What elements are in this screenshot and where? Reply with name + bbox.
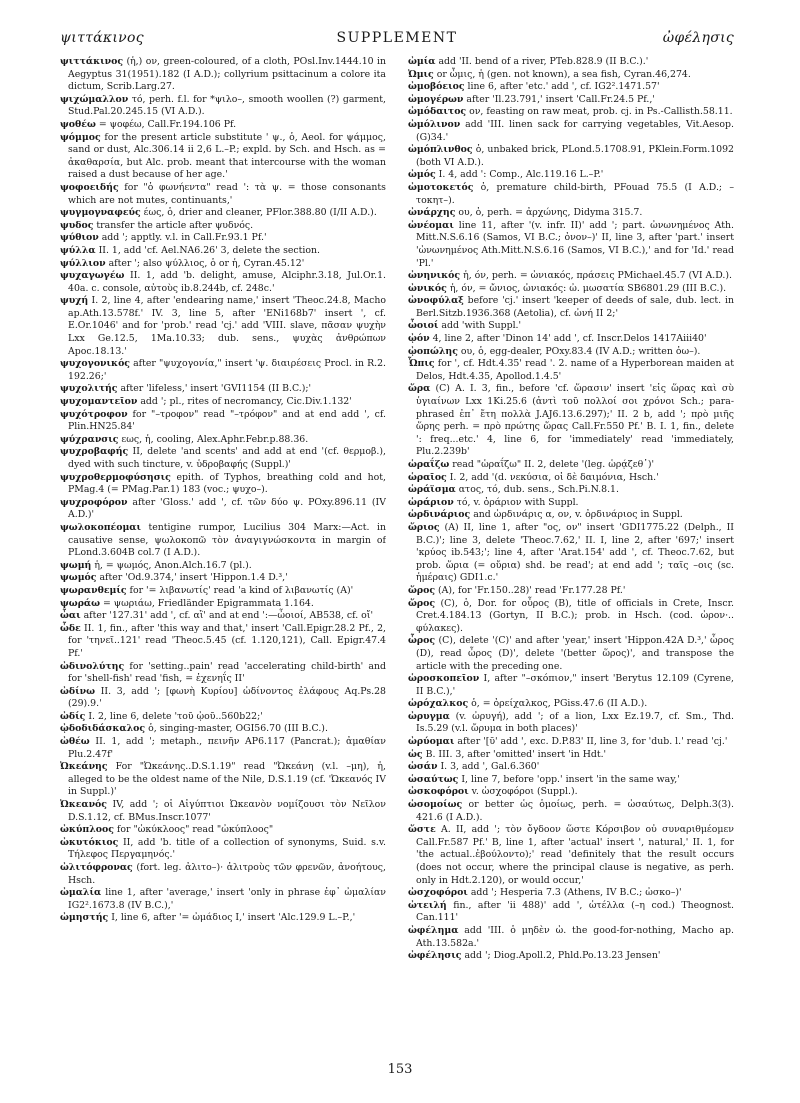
dictionary-entry — [60, 686, 386, 711]
dictionary-entry — [60, 232, 386, 245]
entry-text: A. II, add '; τὸν ὄγδοον ὥστε Κόρσιβον οὐ συναριθμέομεν Call.Fr.587 Pf.' B, line 1, after 'actual' insert ', natural,' II. 1, for 'the actual..ἐβούλοντο);' read 'definitely that the result occurs (does not occur, where the principal clause is negative, as perh. only in Hdt.2.120), or would occur,' — [416, 824, 734, 886]
entry-headword: Ὠμις — [408, 68, 434, 80]
entry-headword: ὠμογέρων — [408, 93, 464, 105]
entry-text: ὁ, = ὀρείχαλκος, PGiss.47.6 (II A.D.). — [471, 698, 648, 710]
dictionary-entry — [408, 69, 734, 82]
entry-headword: ψυχογονικός — [60, 358, 130, 370]
entry-text: for "ὠκύκλοος" read "ὠκύπλοος" — [116, 824, 274, 836]
entry-headword: ψοθέω — [60, 118, 96, 130]
entry-headword: ψυχολιτής — [60, 383, 118, 395]
entry-text: = ψοφέω, Call.Fr.194.106 Pf. — [98, 118, 237, 130]
dictionary-entry — [60, 119, 386, 132]
entry-text: add '; pl., rites of necromancy, Cic.Div.1.132' — [140, 396, 352, 408]
entry-text: ὁ, singing-master, OGI56.70 (III B.C.). — [148, 723, 328, 735]
dictionary-entry — [408, 635, 734, 673]
entry-text: I. 2, add '(d. νεκύσια, οἱ δὲ δαιμόνια, Hsch.' — [449, 471, 659, 483]
dictionary-entry — [60, 383, 386, 396]
dictionary-entry — [60, 711, 386, 724]
entry-headword: ὡς — [408, 748, 423, 760]
entry-text: IV, add '; οἱ Αἰγύπτιοι Ὠκεανὸν νομίζουσι τὸν Νεῖλον D.S.1.12, cf. BMus.Inscr.1077' — [68, 799, 386, 823]
entry-headword: ψυδος — [60, 219, 94, 231]
dictionary-entry — [408, 824, 734, 887]
entry-headword: ὠφέλημα — [408, 924, 459, 936]
header-last-word: ὠφέλησις — [662, 30, 734, 46]
entry-text: tentigine rumpor, Lucilius 304 Marx:—Act. in causative sense, ψωλοκοπῶ τὸν ἀναγιγνώσκοντα in margin of PLond.3.604B col.7 (I A.D.). — [68, 521, 386, 559]
dictionary-entry — [60, 912, 386, 925]
entry-headword: ὠνηνικός — [408, 270, 461, 282]
entry-headword: ᾠδοδιδάσκαλος — [60, 723, 146, 735]
entry-text: after 'lifeless,' insert 'GVI1154 (II B.C.);' — [120, 383, 312, 395]
entry-headword: ψωμός — [60, 572, 97, 584]
dictionary-entry — [60, 723, 386, 736]
entry-headword: ὠμός — [408, 169, 436, 181]
entry-headword: ψύλλα — [60, 244, 96, 256]
dictionary-entry — [60, 396, 386, 409]
entry-headword: ὡσαύτως — [408, 773, 459, 785]
entry-headword: ὦαι — [60, 610, 81, 622]
entry-text: fin., after 'ii 488)' add ', ὠτέλλα (–η cod.) Theognost. Can.111' — [416, 899, 734, 924]
entry-text: I, line 6, after '= ὠμάδιος I,' insert 'Alc.129.9 L.–P.,' — [111, 912, 356, 924]
dictionary-entry — [60, 572, 386, 585]
dictionary-entry — [408, 774, 734, 787]
entry-headword: ὠνικός — [408, 282, 447, 294]
dictionary-entry — [408, 182, 734, 207]
dictionary-entry — [408, 472, 734, 485]
entry-headword: ψοφοειδής — [60, 181, 119, 193]
entry-text: τό, perh. f.l. for *ψιλο–, smooth woollen (?) garment, Stud.Pal.20.245.15 (VI A.D.). — [68, 93, 386, 118]
entry-text: έως, ὁ, drier and cleaner, PFlor.388.80 (I/II A.D.). — [143, 207, 377, 219]
dictionary-entry — [60, 497, 386, 522]
dictionary-entry — [60, 220, 386, 233]
entry-text: (ἡ,) ον, green-coloured, of a cloth, POsl.Inv.1444.10 in Aegyptus 31(1951).182 (I A.D.); collyrium psittacinum a colore ita dictum, Scrib.Larg.27. — [68, 56, 386, 93]
entry-text: v. ὠσχοφόροι (Suppl.). — [471, 786, 578, 798]
entry-headword: ᾠοπώλης — [408, 345, 458, 357]
dictionary-entry — [408, 509, 734, 522]
page-number: 153 — [387, 1062, 413, 1077]
entry-text: before 'cj.' insert 'keeper of deeds of sale, dub. lect. in Berl.Sitzb.1936.368 (Aetolia), cf. ὠνή II 2;' — [416, 295, 734, 319]
entry-headword: ᾠόν — [408, 333, 430, 345]
entry-text: and ὡρδινάρις α, ον, v. ὀρδινάριος in Suppl. — [473, 509, 683, 521]
entry-headword: Ὦπις — [408, 358, 435, 370]
entry-headword: ψωμή — [60, 559, 92, 571]
entry-text: ὁ, unbaked brick, PLond.5.1708.91, PKlein.Form.1092 (both VI A.D.). — [416, 144, 734, 168]
entry-headword: ὥρος — [408, 584, 436, 596]
entry-headword: ὡροσκοπεῖον — [408, 673, 480, 685]
entry-headword: ὧρος — [408, 635, 436, 647]
entry-headword: ψυχή — [60, 295, 89, 307]
dictionary-entry — [60, 409, 386, 434]
dictionary-entry — [408, 220, 734, 270]
entry-text: add 'II. bend of a river, PTeb.828.9 (II B.C.).' — [438, 56, 649, 67]
dictionary-entry — [408, 522, 734, 585]
dictionary-entry — [408, 119, 734, 144]
entry-headword: ὠκύπλοος — [60, 824, 114, 836]
entry-text: I. 3, add ', Gal.6.360' — [440, 761, 540, 773]
entry-headword: ὠδινολύτης — [60, 660, 125, 672]
entry-text: II. 1, fin., after 'this way and that,' insert 'Call.Epigr.28.2 Pf., 2, for 'τηνεῖ..121' read 'Theoc.5.45 (cf. 1.120,121), Call. Epigr.47.4 Pf.' — [68, 622, 386, 659]
entry-text: εως, ἡ, cooling, Alex.Aphr.Febr.p.88.36. — [121, 433, 309, 445]
entry-headword: ὠμοβόειος — [408, 81, 465, 93]
entry-headword: ὠσκοφόροι — [408, 786, 469, 798]
dictionary-entry — [60, 472, 386, 497]
entry-text: II. 1, add 'b. delight, amuse, Alciphr.3.18, Jul.Or.1. 40a. c. console, αὐτοὺς ib.8.244b, cf. 248c.' — [68, 270, 386, 294]
entry-text: (A), for 'Fr.150..28)' read 'Fr.177.28 Pf.' — [438, 584, 626, 596]
entry-text: ου, ὁ, egg-dealer, POxy.83.4 (IV A.D.; written ὀω–). — [460, 345, 701, 357]
entry-headword: ὠμαλία — [60, 887, 102, 899]
dictionary-entry — [408, 383, 734, 459]
entry-text: for ', cf. Hdt.4.35' read '. 2. name of a Hyperborean maiden at Delos, Hdt.4.35, Apollod.1.4.5' — [416, 358, 734, 382]
dictionary-entry — [408, 900, 734, 925]
dictionary-entry — [60, 761, 386, 799]
entry-text: B. III. 3, after 'omitted' insert 'in Hdt.' — [425, 748, 607, 760]
entry-text: for '= λιβανωτίς' read 'a kind of λιβανωτίς (A)' — [129, 584, 354, 596]
entry-text: after '[ῡ' add ', exc. D.P.83' II, line 3, for 'dub. l.' read 'cj.' — [457, 736, 728, 748]
entry-headword: ὡσάν — [408, 761, 438, 773]
entry-headword: ὠλιτόφρονας — [60, 862, 133, 873]
dictionary-entry — [408, 585, 734, 598]
left-column — [60, 56, 386, 1066]
header-title: SUPPLEMENT — [336, 30, 458, 46]
dictionary-entry — [60, 245, 386, 258]
entry-headword: ὠθέω — [60, 736, 90, 748]
entry-text: read "ὡραΐζω" II. 2, delete '(leg. ὡρᾴζεθ᾽)' — [452, 459, 655, 470]
entry-text: For "Ὠκεάνης..D.S.1.19" read "Ὠκεάνη (v.l. –μη), ἡ, alleged to be the oldest name of the Nile, D.S.1.19 (cf. 'Ὠκεανός IV in Suppl.)' — [68, 761, 386, 798]
entry-headword: ψυχροθερμοφύσησις — [60, 471, 171, 483]
dictionary-entry — [408, 207, 734, 220]
dictionary-entry — [60, 270, 386, 295]
dictionary-entry — [408, 925, 734, 950]
entry-text: for 'setting..pain' read 'accelerating child-birth' and for 'shell-fish' read 'fish, = ἐχενηΐς II' — [68, 660, 386, 685]
entry-headword: ψυχαγωγέω — [60, 270, 125, 282]
dictionary-entry — [60, 736, 386, 761]
entry-text: add '; Hesperia 7.3 (Athens, IV B.C.; ὠσκο–)' — [470, 887, 682, 899]
dictionary-entry — [60, 887, 386, 912]
entry-headword: ὠκυτόκιος — [60, 836, 119, 848]
entry-text: for "–τροφον" read "–τρόφον" and at end add ', cf. Plin.HN25.84' — [68, 408, 386, 433]
entry-text: transfer the article after ψυδνός. — [96, 219, 254, 231]
dictionary-entry — [408, 749, 734, 762]
entry-text: for the present article substitute ' ψ., ὁ, Aeol. for ψάμμος, sand or dust, Alc.306.14 ii 2,6 L.–P.; expld. by Sch. and Hsch. as = ἀκαθαρσία, but Alc. prob. meant that intercourse with the woman raised a dust because of her age.' — [68, 131, 386, 181]
dictionary-entry — [408, 950, 734, 963]
entry-text: add '; apptly. v.l. in Call.Fr.93.1 Pf.' — [101, 232, 267, 244]
dictionary-entry — [60, 132, 386, 182]
entry-headword: ὡρδινάριος — [408, 509, 471, 521]
entry-headword: Ὠκεανός — [60, 799, 107, 811]
dictionary-entry — [408, 761, 734, 774]
dictionary-entry — [60, 358, 386, 383]
dictionary-entry — [60, 799, 386, 824]
entry-text: I. 2, line 4, after 'endearing name,' insert 'Theoc.24.8, Macho ap.Ath.13.578f.' IV. 3, line 5, after 'ENi168b7' insert ', cf. E.Or.1046' and for 'prob.' read 'cj.' add 'VIII. slave, πᾶσαν ψυχὴν Lxx Ge.12.5, 1Ma.10.33; dub. sens., ψυχὰς ἀνθρώπων Apoc.18.13.' — [68, 295, 386, 357]
entry-text: add '; Diog.Apoll.2, Phld.Po.13.23 Jensen' — [464, 950, 661, 962]
entry-text: (fort. leg. ἀλιτο–)· ἀλιτροὺς τῶν φρενῶν, ἀνοήτους, Hsch. — [68, 862, 386, 886]
entry-text: ου, ὁ, perh. = ἀρχώνης, Didyma 315.7. — [458, 207, 643, 219]
dictionary-entry — [60, 56, 386, 94]
entry-headword: ὡσομοίως — [408, 799, 463, 811]
dictionary-entry — [60, 182, 386, 207]
dictionary-entry — [408, 320, 734, 333]
entry-text: ὁ, premature child-birth, PFouad 75.5 (I A.D.; –τοκητ–). — [416, 181, 734, 206]
dictionary-entry — [60, 522, 386, 560]
entry-text: line 6, after 'etc.' add ', cf. IG2².1471.57' — [467, 81, 660, 93]
dictionary-entry — [408, 144, 734, 169]
entry-headword: ὡράριον — [408, 496, 454, 508]
entry-text: after 'Gloss.' add ', cf. τῶν δύο ψ. POxy.896.11 (IV A.D.)' — [68, 496, 386, 521]
entry-headword: ὥριος — [408, 521, 440, 533]
entry-headword: ὥστε — [408, 824, 436, 836]
entry-text: ον, feasting on raw meat, prob. cj. in Ps.-Callisth.58.11. — [469, 106, 733, 118]
dictionary-entry — [408, 270, 734, 283]
entry-text: = ψωριάω, Friedländer Epigrammata 1.164. — [102, 597, 314, 609]
dictionary-entry — [60, 258, 386, 271]
dictionary-entry — [60, 94, 386, 119]
dictionary-entry — [60, 824, 386, 837]
entry-text: after '; also ψύλλιος, ὁ or ἡ, Cyran.45.12' — [108, 257, 305, 269]
entry-text: after "ψυχογονία," insert 'ψ. διαιρέσεις Procl. in R.2. 192.26;' — [68, 358, 386, 382]
dictionary-entry — [60, 623, 386, 661]
entry-headword: ψυχροφόρον — [60, 496, 128, 508]
dictionary-entry — [60, 862, 386, 887]
entry-headword: ψιχώμαλλον — [60, 93, 129, 105]
entry-headword: ψυχομαντεῖον — [60, 396, 138, 408]
entry-text: (A) II, line 1, after "ος, ον" insert 'GDI1775.22 (Delph., II B.C.)'; line 3, delete 'Theoc.7.62,' II. I, line 2, after '697;' insert 'κρύος ib.543;'; line 4, after 'Arat.154' add ', cf. Theoc.7.62, but prob. ὥρια (= οὔρια) shd. be read'; at end add '; ταῖς –οις (sc. ἡμέραις) GDI1.c.' — [416, 521, 734, 584]
entry-text: (v. ὠρυγή), add '; of a lion, Lxx Ez.19.7, cf. Sm., Thd. Is.5.29 (v.l. ὤρυμα in both places)' — [416, 710, 734, 735]
entry-headword: ὠρύομαι — [408, 736, 455, 748]
entry-headword: ψωρανθεμίς — [60, 584, 127, 596]
entry-headword: ψυχότροφον — [60, 408, 128, 420]
dictionary-entry — [408, 459, 734, 472]
dictionary-entry — [60, 610, 386, 623]
entry-headword: ψυχροβαφής — [60, 446, 129, 458]
entry-headword: ὡραΐζω — [408, 459, 450, 470]
entry-text: add 'III. linen sack for carrying vegetables, Vit.Aesop.(G)34.' — [416, 118, 734, 143]
entry-text: epith. of Typhos, breathing cold and hot, PMag.4 (= PMag.Par.1) 183 (voc.; ψυχο–). — [68, 471, 386, 496]
text-columns — [60, 56, 734, 1066]
entry-headword: ὡράϊσμα — [408, 484, 456, 496]
entry-text: I. 2, line 6, delete 'τοῦ ᾠοῦ..560b22;' — [88, 710, 263, 722]
dictionary-entry — [60, 295, 386, 358]
dictionary-entry — [408, 56, 734, 69]
entry-text: 4, line 2, after 'Dinon 14' add ', cf. Inscr.Delos 1417Aiii40' — [432, 333, 707, 345]
entry-text: II, add 'b. title of a collection of synonyms, Suid. s.v. Τήλεφος Περγαμηνός.' — [68, 836, 386, 861]
entry-headword: ὠσχοφόροι — [408, 887, 468, 899]
entry-headword: ὠρυγμα — [408, 710, 450, 722]
dictionary-entry — [408, 673, 734, 698]
entry-headword: ψύχρανσις — [60, 433, 119, 445]
entry-text: line 1, after 'average,' insert 'only in phrase ἐφ᾽ ὠμαλίαν IG2².1673.8 (IV B.C.),' — [68, 887, 386, 911]
entry-headword: ὡρόχαλκος — [408, 698, 469, 710]
entry-headword: ὠδίς — [60, 710, 86, 722]
entry-headword: ὧδε — [60, 622, 81, 634]
entry-text: after '127.31' add ', cf. αἲ' and at end ':—ὦοιοί, AB538, cf. οἴ' — [83, 610, 374, 622]
entry-text: I, line 7, before 'opp.' insert 'in the same way,' — [461, 773, 680, 785]
dictionary-entry — [60, 598, 386, 611]
entry-headword: ὠμόπλινθος — [408, 144, 473, 156]
dictionary-entry — [60, 446, 386, 471]
dictionary-entry — [408, 94, 734, 107]
dictionary-entry — [408, 346, 734, 359]
entry-text: for "ὁ φωνήεντα" read ': τὰ ψ. = those consonants which are not mutes, continuants,' — [68, 181, 386, 206]
dictionary-entry — [408, 358, 734, 383]
dictionary-entry — [408, 736, 734, 749]
entry-text: ἡ, = ψωμός, Anon.Alch.16.7 (pl.). — [94, 559, 252, 571]
dictionary-entry — [408, 333, 734, 346]
entry-headword: ὠδίνω — [60, 685, 96, 697]
entry-text: after 'Il.23.791,' insert 'Call.Fr.24.5 Pf.,' — [466, 93, 655, 105]
entry-headword: ὡραῖος — [408, 471, 447, 483]
dictionary-entry — [60, 585, 386, 598]
entry-headword: ψυγμογναφεύς — [60, 207, 141, 219]
entry-headword: ψωράω — [60, 597, 100, 609]
header-first-word: ψιττάκινος — [60, 30, 144, 46]
dictionary-entry — [408, 484, 734, 497]
entry-headword: ὠμηστής — [60, 912, 109, 924]
entry-text: line 11, after '(v. infr. II)' add '; part. ὠνωνημένος Ath. Mitt.N.S.6.16 (Samos, VI B.C.; ὀνον–)' II, line 3, after 'part.' insert 'ὠνωνημένος Ath.Mitt.N.S.6.16 (Samos, VI B.C.),' and for 'Id.' read 'Pl.' — [416, 219, 734, 269]
dictionary-entry — [60, 207, 386, 220]
entry-headword: ὠμοτοκετός — [408, 181, 474, 193]
entry-headword: ὥρος — [408, 597, 436, 609]
dictionary-entry — [408, 799, 734, 824]
entry-text: II, delete 'and scents' and add at end '(cf. θερμοβ.), dyed with such tincture, v. ὑδροβαφής (Suppl.)' — [68, 446, 386, 470]
entry-text: (C), delete '(C)' and after 'year,' insert 'Hippon.42A D.³,' ὧρος (D), read ὦρος (D)', delete '(better ὥρος)', and transpose the article with the preceding one. — [416, 635, 734, 672]
entry-text: II. 1, add 'cf. Ael.NA6.26' 3, delete the section. — [98, 244, 320, 256]
entry-headword: ὠνέομαι — [408, 219, 454, 231]
dictionary-entry — [408, 497, 734, 510]
entry-headword: ψιττάκινος — [60, 56, 124, 67]
entry-text: (C) A. I. 3, fin., before 'cf. ὥρασιν' insert 'εἰς ὥρας καὶ σὺ ὑγιαίνων Lxx 1Ki.25.6 (ἀντὶ τοῦ πολλοί σοι χρόνοι Sch.; para-phrased ἐπ᾽ ἔτη πολλὰ J.AJ6.13.6.297);' II. 2 b, add '; πρὸ μιῆς ὥρης perh. = πρὸ πρώτης ὥρας Call.Fr.550 Pf.' B. I. 1, fin., delete ': freq...etc.' 4, line 6, for 'immediately' read 'immediately, Plu.2.239b' — [416, 383, 734, 458]
dictionary-entry — [408, 887, 734, 900]
right-column — [408, 56, 734, 1066]
entry-text: add 'with Suppl.' — [441, 320, 522, 332]
dictionary-entry — [408, 598, 734, 636]
entry-text: or better ὡς ὁμοίως, perh. = ὡσαύτως, Delph.3(3). 421.6 (I A.D.). — [416, 799, 734, 823]
entry-text: II. 1, add '; metaph., πεινῆν AP6.117 (Pancrat.); ἀμαθίαν Plu.2.47f' — [68, 736, 386, 760]
entry-headword: ὠμόδαιτος — [408, 106, 467, 118]
dictionary-entry — [408, 169, 734, 182]
entry-text: τό, v. ὀράριον with Suppl. — [456, 496, 579, 508]
entry-headword: ψόμμος — [60, 131, 101, 143]
dictionary-entry — [60, 560, 386, 573]
entry-text: ἡ, όν, = ὤνιος, ὠνιακός: ὠ. μωσατία SB6801.29 (III B.C.). — [449, 282, 727, 294]
dictionary-entry — [408, 81, 734, 94]
entry-text: add 'III. ὁ μηδὲν ὠ. the good-for-nothing, Macho ap. Ath.13.582a.' — [416, 924, 734, 949]
running-header — [60, 30, 734, 52]
entry-headword: ὦοιοί — [408, 320, 439, 332]
entry-text: (C), ὁ, Dor. for οὖρος (B), title of officials in Crete, Inscr. Cret.4.184.13 (Gortyn, II B.C.); prob. in Hsch. (cod. ὠρον·.. φύλακες). — [416, 597, 734, 634]
entry-headword: ὠτειλή — [408, 899, 447, 911]
dictionary-entry — [60, 661, 386, 686]
dictionary-entry — [60, 434, 386, 447]
entry-headword: ὠμόλινον — [408, 118, 461, 130]
dictionary-entry — [408, 711, 734, 736]
entry-headword: ὠνάρχης — [408, 207, 456, 219]
dictionary-entry — [60, 837, 386, 862]
entry-text: I. 4, add ': Comp., Alc.119.16 L.–P.' — [438, 169, 604, 181]
entry-headword: ὠμία — [408, 56, 436, 67]
entry-text: after 'Od.9.374,' insert 'Hippon.1.4 D.³,' — [99, 572, 288, 584]
dictionary-entry — [408, 295, 734, 320]
entry-text: ἡ, όν, perh. = ὠνιακός, πράσεις PMichael.45.7 (VI A.D.). — [463, 270, 732, 282]
entry-headword: ψωλοκοπέομαι — [60, 521, 142, 533]
dictionary-entry — [408, 786, 734, 799]
entry-headword: ψύλλιον — [60, 257, 106, 269]
entry-text: I, after "–σκόπιον," insert 'Berytus 12.109 (Cyrene, II B.C.),' — [416, 673, 734, 697]
dictionary-entry — [408, 283, 734, 296]
entry-headword: Ὠκεάνης — [60, 761, 108, 773]
entry-headword: ὠφέλησις — [408, 950, 462, 962]
dictionary-entry — [408, 106, 734, 119]
entry-headword: ὥρα — [408, 383, 431, 395]
entry-headword: ψύθιον — [60, 232, 99, 244]
entry-text: ατος, τό, dub. sens., Sch.Pi.N.8.1. — [458, 484, 619, 496]
entry-text: II. 3, add '; [φωνὴ Κυρίου] ὠδίνοντος ἐλάφους Aq.Ps.28 (29).9.' — [68, 685, 386, 710]
dictionary-entry — [408, 698, 734, 711]
entry-text: or ὦμις, ἡ (gen. not known), a sea fish, Cyran.46,274. — [436, 68, 691, 80]
entry-headword: ὠνοφύλαξ — [408, 295, 464, 307]
